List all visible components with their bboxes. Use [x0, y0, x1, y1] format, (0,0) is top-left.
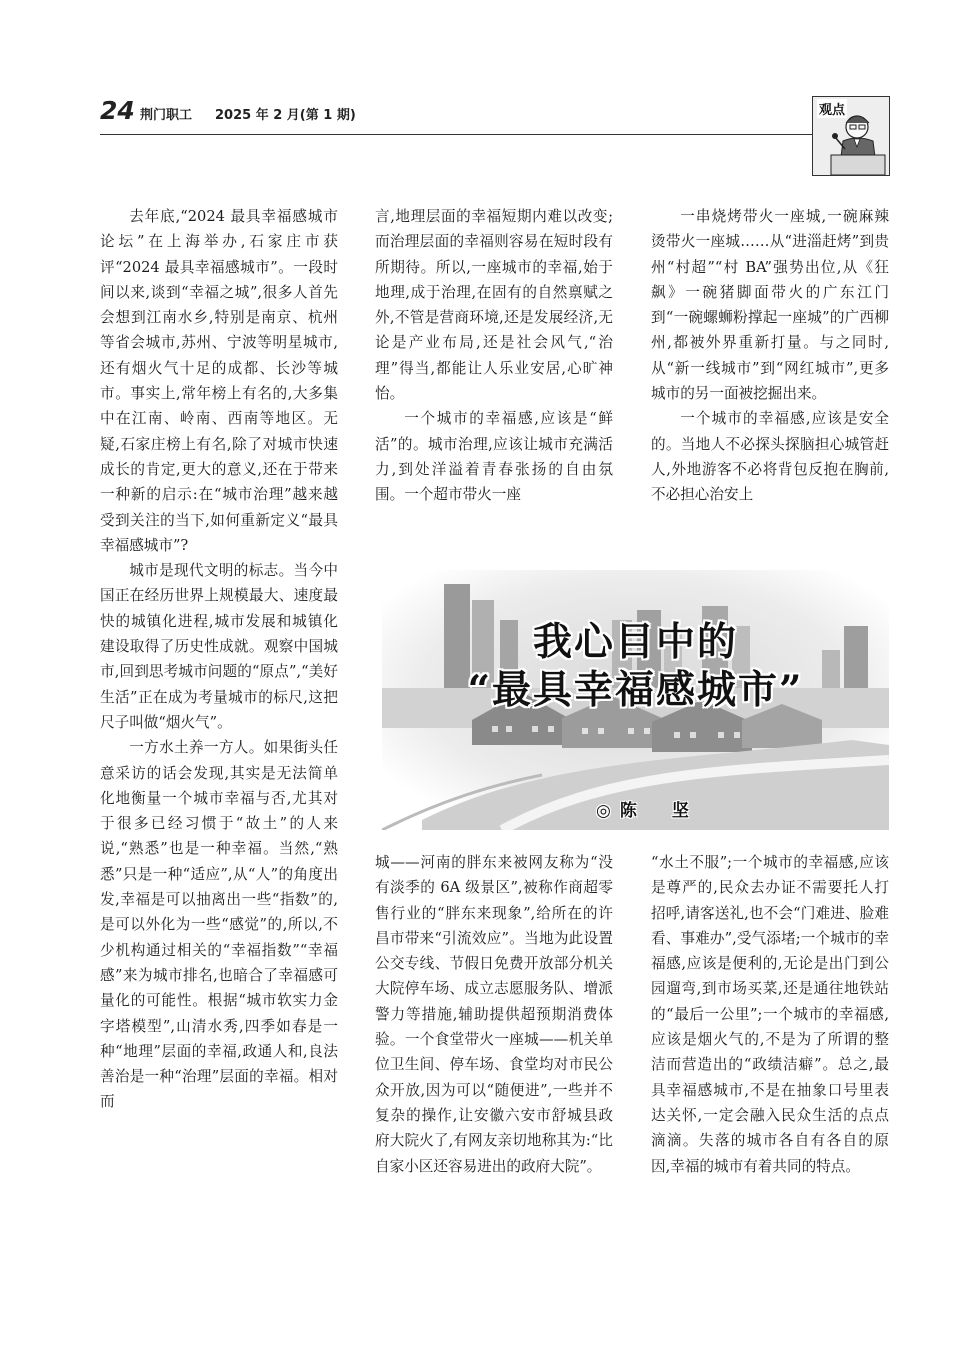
paragraph: “水土不服”;一个城市的幸福感,应该是尊严的,民众去办证不需要托人打招呼,请客送礼,也不会“门难进、脸难看、事难办”,受气添堵;一个城市的幸福感,应该是便利的,无论是出门到公园遛弯,到市场买菜,还是通往地铁站的“最后一公里”;一个城市的幸福感,应该是烟火气的,不是为了所谓的整洁而营造出的“政绩洁癖”。总之,最具幸福感城市,不是在抽象口号里表达关怀,一定会融入民众生活的点点滴滴。失落的城市各自有各自的原因,幸福的城市有着共同的特点。 [651, 854, 889, 1175]
section-badge [812, 96, 890, 176]
article-title [382, 618, 889, 714]
header-rule [100, 134, 812, 135]
paragraph: 城市是现代文明的标志。当今中国正在经历世界上规模最大、速度最快的城镇化进程,城市发展和城镇化建设取得了历史性成就。观察中国城市,回到思考城市问题的“原点”,“美好生活”正在成为考量城市的标尺,这把尺子叫做“烟火气”。 [100, 562, 338, 731]
paragraph: 城——河南的胖东来被网友称为“没有淡季的 6A 级景区”,被称作商超零售行业的“胖东来现象”,给所在的许昌市带来“引流效应”。当地为此设置公交专线、节假日免费开放部分机关大院停车场、成立志愿服务队、增派警力等措施,辅助提供超预期消费体验。一个食堂带火一座城——机关单位卫生间、停车场、食堂均对市民公众开放,因为可以“随便进”,一些并不复杂的操作,让安徽六安市舒城县政府大院火了,有网友亲切地称其为:“比自家小区还容易进出的政府大院”。 [375, 854, 613, 1175]
page-number: 24 [100, 96, 135, 125]
text-column-4 [375, 850, 613, 1179]
paragraph: 一方水土养一方人。如果街头任意采访的话会发现,其实是无法简单化地衡量一个城市幸福与否,尤其对于很多已经习惯于“故土”的人来说,“熟悉”也是一种幸福。当然,“熟悉”只是一种“适应”,从“人”的角度出发,幸福是可以抽离出一些“指数”的,是可以外化为一些“感觉”的,所以,不少机构通过相关的“幸福指数”“幸福感”来为城市排名,也暗合了幸福感可量化的可能性。根据“城市软实力金字塔模型”,山清水秀,四季如春是一种“地理”层面的幸福,政通人和,良法善治是一种“治理”层面的幸福。相对而 [100, 739, 338, 1111]
text-column-1 [100, 204, 338, 1115]
paragraph: 一个城市的幸福感,应该是“鲜活”的。城市治理,应该让城市充满活力,到处洋溢着青春张扬的自由氛围。一个超市带火一座 [375, 410, 613, 504]
paragraph: 一串烧烤带火一座城,一碗麻辣烫带火一座城……从“进淄赶烤”到贵州“村超”“村 BA”强势出位,从《狂飙》一碗猪脚面带火的广东江门到“一碗螺蛳粉撑起一座城”的广西柳州,都被外界重新打量。与之同时,从“新一线城市”到“网红城市”,更多城市的另一面被挖掘出来。 [651, 208, 889, 403]
text-column-3 [651, 204, 889, 508]
author-byline: ◎陈 坚 [596, 801, 698, 821]
text-column-2 [375, 204, 613, 508]
paragraph: 一个城市的幸福感,应该是安全的。当地人不必探头探脑担心城管赶人,外地游客不必将背包反抱在胸前,不必担心治安上 [651, 410, 889, 504]
text-column-5 [651, 850, 889, 1179]
paragraph: 去年底,“2024 最具幸福感城市论坛”在上海举办,石家庄市获评“2024 最具幸福感城市”。一段时间以来,谈到“幸福之城”,很多人首先会想到江南水乡,特别是南京、杭州等省会城市,苏州、宁波等明星城市,还有烟火气十足的成都、长沙等城市。事实上,常年榜上有名的,大多集中在江南、岭南、西南等地区。无疑,石家庄榜上有名,除了对城市快速成长的肯定,更大的意义,还在于带来一种新的启示:在“城市治理”越来越受到关注的当下,如何重新定义“最具幸福感城市”? [100, 208, 338, 554]
section-label: 观点 [817, 99, 847, 118]
issue-date: 2025 年 2 月(第 1 期) [215, 108, 356, 123]
title-line-2: “最具幸福感城市” [467, 667, 804, 713]
magazine-name: 荆门职工 [140, 108, 193, 123]
paragraph: 言,地理层面的幸福短期内难以改变;而治理层面的幸福则容易在短时段有所期待。所以,一座城市的幸福,始于地理,成于治理,在固有的自然禀赋之外,不管是营商环境,还是发展经济,无论是产业布局,还是社会风气,“治理”得当,都能让人乐业安居,心旷神怡。 [375, 208, 613, 403]
page-header [100, 96, 810, 136]
title-line-1: 我心目中的 [532, 619, 738, 665]
